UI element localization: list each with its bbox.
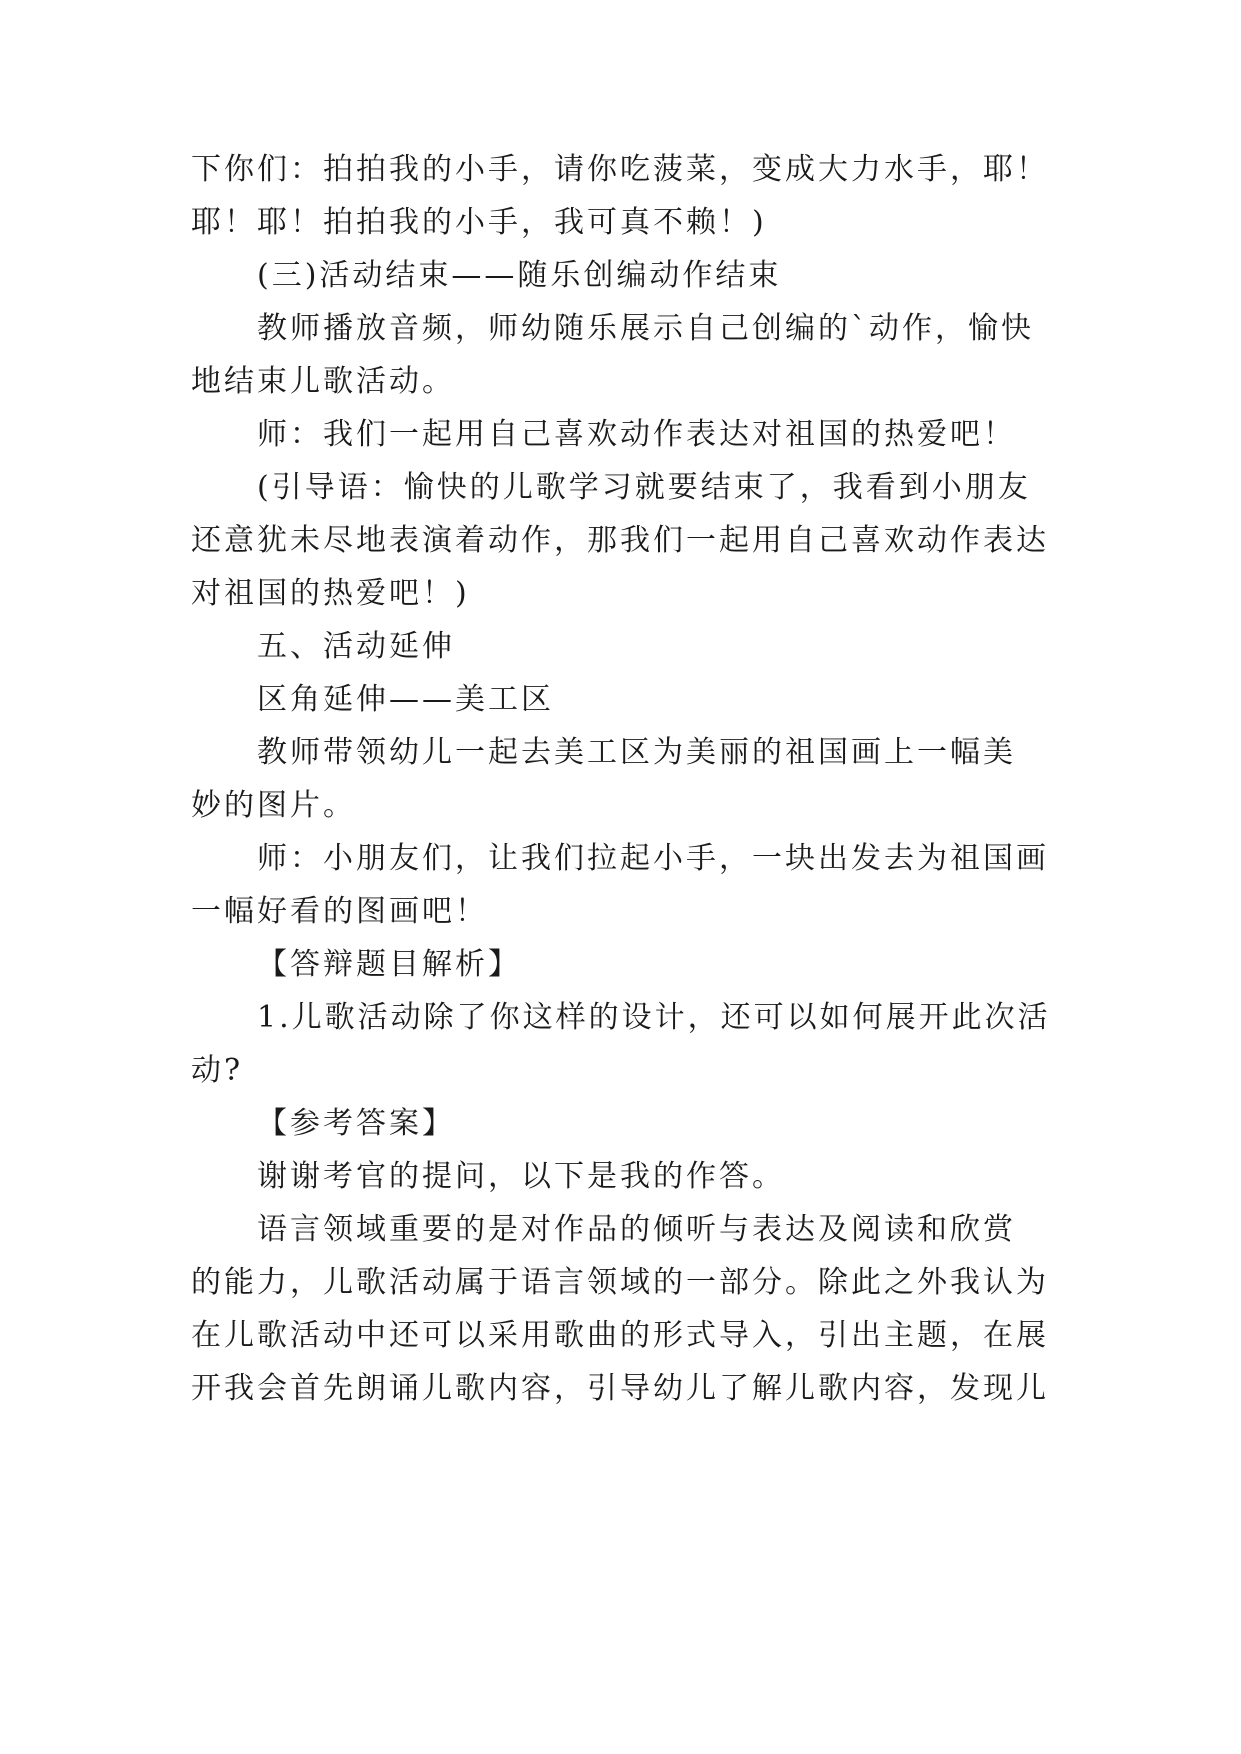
paragraph-line: (引导语：愉快的儿歌学习就要结束了，我看到小朋友 [257, 470, 1031, 505]
paragraph-line: 师：小朋友们，让我们拉起小手，一块出发去为祖国画 [257, 841, 1049, 876]
question-line: 1.儿歌活动除了你这样的设计，还可以如何展开此次活 [257, 1000, 1051, 1035]
paragraph-line: 教师播放音频，师幼随乐展示自己创编的`动作，愉快 [257, 311, 1034, 346]
paragraph-line: 妙的图片。 [191, 788, 356, 823]
section-heading: 五、活动延伸 [257, 629, 455, 664]
paragraph-line: 开我会首先朗诵儿歌内容，引导幼儿了解儿歌内容，发现儿 [191, 1371, 1049, 1406]
paragraph-line: 谢谢考官的提问，以下是我的作答。 [257, 1159, 785, 1194]
subsection-heading: 区角延伸——美工区 [257, 682, 554, 717]
paragraph-line: 语言领域重要的是对作品的倾听与表达及阅读和欣赏 [257, 1212, 1016, 1247]
paragraph-line: 教师带领幼儿一起去美工区为美丽的祖国画上一幅美 [257, 735, 1016, 770]
paragraph-line: 的能力，儿歌活动属于语言领域的一部分。除此之外我认为 [191, 1265, 1049, 1300]
section-heading: 【参考答案】 [257, 1106, 455, 1141]
question-line: 动? [191, 1053, 244, 1088]
paragraph-line: 下你们：拍拍我的小手，请你吃菠菜，变成大力水手，耶！ [191, 152, 1049, 187]
paragraph-line: 对祖国的热爱吧！) [191, 576, 470, 611]
paragraph-line: 还意犹未尽地表演着动作，那我们一起用自己喜欢动作表达 [191, 523, 1049, 558]
section-heading: 【答辩题目解析】 [257, 947, 521, 982]
paragraph-line: 师：我们一起用自己喜欢动作表达对祖国的热爱吧！ [257, 417, 1016, 452]
paragraph-line: 一幅好看的图画吧！ [191, 894, 488, 929]
paragraph-line: 耶！耶！拍拍我的小手，我可真不赖！) [191, 205, 767, 240]
document-page [191, 0, 1051, 1754]
paragraph-line: 地结束儿歌活动。 [191, 364, 455, 399]
paragraph-line: 在儿歌活动中还可以采用歌曲的形式导入，引出主题，在展 [191, 1318, 1049, 1353]
section-heading: (三)活动结束——随乐创编动作结束 [257, 258, 782, 293]
